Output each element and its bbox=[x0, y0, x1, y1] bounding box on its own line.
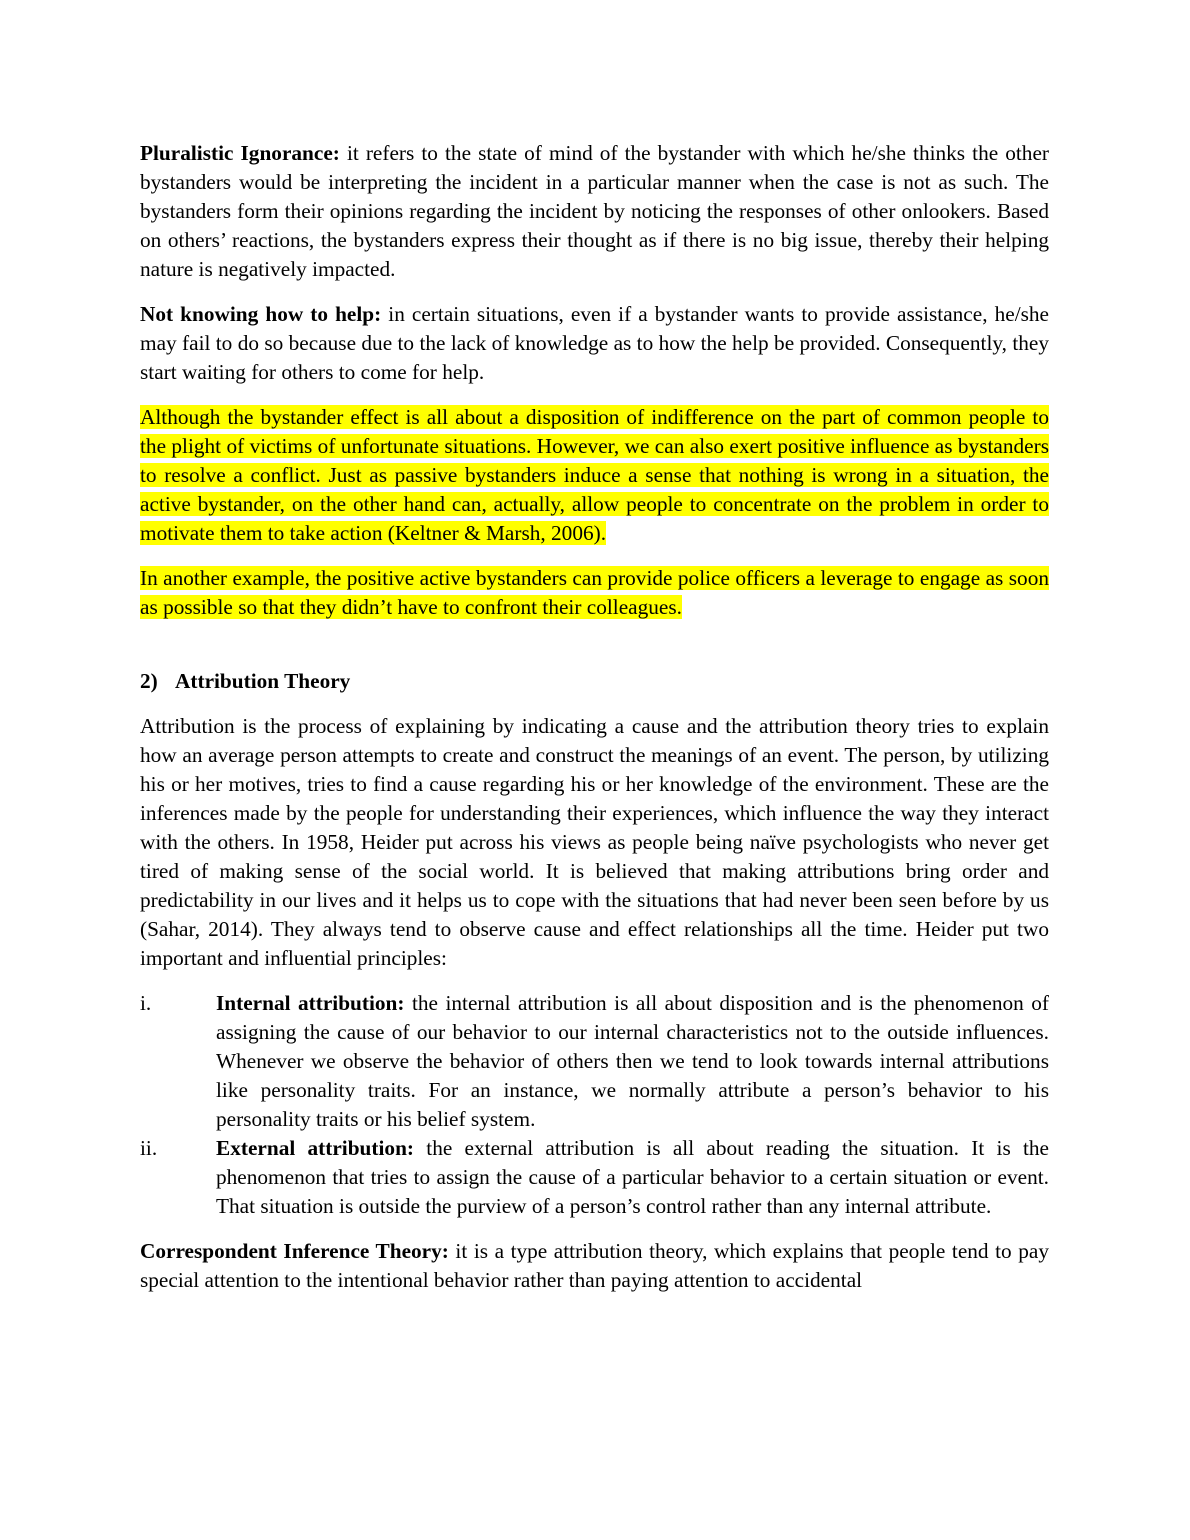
list-item-internal-attribution bbox=[140, 989, 1049, 1134]
highlighted-text: Although the bystander effect is all about a disposition of indifference on the part of common people to the plight of victims of unfortunate situations. However, we can also exert positive influence as bystanders to resolve a conflict. Just as passive bystanders induce a sense that nothing is wrong in a situation, the active bystander, on the other hand can, actually, allow people to concentrate on the problem in order to motivate them to take action (Keltner & Marsh, 2006). bbox=[140, 405, 1049, 545]
principles-list bbox=[140, 989, 1049, 1221]
paragraph-text: it refers to the state of mind of the bystander with which he/she thinks the other bystanders would be interpreting the incident in a particular manner when the case is not as such. The bystanders form their opinions regarding the incident by noticing the responses of other onlookers. Based on others’ reactions, the bystanders express their thought as if there is no big issue, thereby their helping nature is negatively impacted. bbox=[140, 141, 1049, 281]
term-pluralistic-ignorance: Pluralistic Ignorance: bbox=[140, 141, 340, 165]
section-heading-attribution-theory bbox=[140, 667, 1049, 696]
term-internal-attribution: Internal attribution: bbox=[216, 991, 405, 1015]
list-marker: i. bbox=[140, 991, 152, 1015]
list-item-text: the external attribution is all about reading the situation. It is the phenomenon that tries to assign the cause of a particular behavior to a certain situation or event. That situation is outside the purview of a person’s control rather than any internal attribute. bbox=[216, 1136, 1049, 1218]
term-not-knowing-how-to-help: Not knowing how to help: bbox=[140, 302, 382, 326]
list-item-external-attribution bbox=[140, 1134, 1049, 1221]
paragraph-highlighted-positive-bystander bbox=[140, 403, 1049, 548]
paragraph-text: it is a type attribution theory, which explains that people tend to pay special attention to the intentional behavior rather than paying attention to accidental bbox=[140, 1239, 1049, 1292]
paragraph-correspondent-inference bbox=[140, 1237, 1049, 1295]
section-title: Attribution Theory bbox=[175, 669, 351, 693]
section-number: 2) bbox=[140, 669, 158, 693]
paragraph-text: in certain situations, even if a bystander wants to provide assistance, he/she may fail to do so because due to the lack of knowledge as to how the help be provided. Consequently, they start waiting for others to come for help. bbox=[140, 302, 1049, 384]
highlighted-text: In another example, the positive active bystanders can provide police officers a leverage to engage as soon as possible so that they didn’t have to confront their colleagues. bbox=[140, 566, 1049, 619]
document-page bbox=[140, 139, 1049, 1311]
term-external-attribution: External attribution: bbox=[216, 1136, 415, 1160]
paragraph-not-knowing-how-to-help bbox=[140, 300, 1049, 387]
list-marker: ii. bbox=[140, 1136, 158, 1160]
paragraph-highlighted-police-example bbox=[140, 564, 1049, 622]
paragraph-attribution-intro: Attribution is the process of explaining by indicating a cause and the attribution theory tries to explain how an average person attempts to create and construct the meanings of an event. The person, by utilizing his or her motives, tries to find a cause regarding his or her knowledge of the environment. These are the inferences made by the people for understanding their experiences, which influence the way they interact with the others. In 1958, Heider put across his views as people being naïve psychologists who never get tired of making sense of the social world. It is believed that making attributions bring order and predictability in our lives and it helps us to cope with the situations that had never been seen before by us (Sahar, 2014). They always tend to observe cause and effect relationships all the time. Heider put two important and influential principles: bbox=[140, 714, 1049, 970]
paragraph-pluralistic-ignorance bbox=[140, 139, 1049, 284]
term-correspondent-inference-theory: Correspondent Inference Theory: bbox=[140, 1239, 449, 1263]
list-item-text: the internal attribution is all about disposition and is the phenomenon of assigning the cause of our behavior to our internal characteristics not to the outside influences. Whenever we observe the behavior of others then we tend to look towards internal attributions like personality traits. For an instance, we normally attribute a person’s behavior to his personality traits or his belief system. bbox=[216, 991, 1049, 1131]
